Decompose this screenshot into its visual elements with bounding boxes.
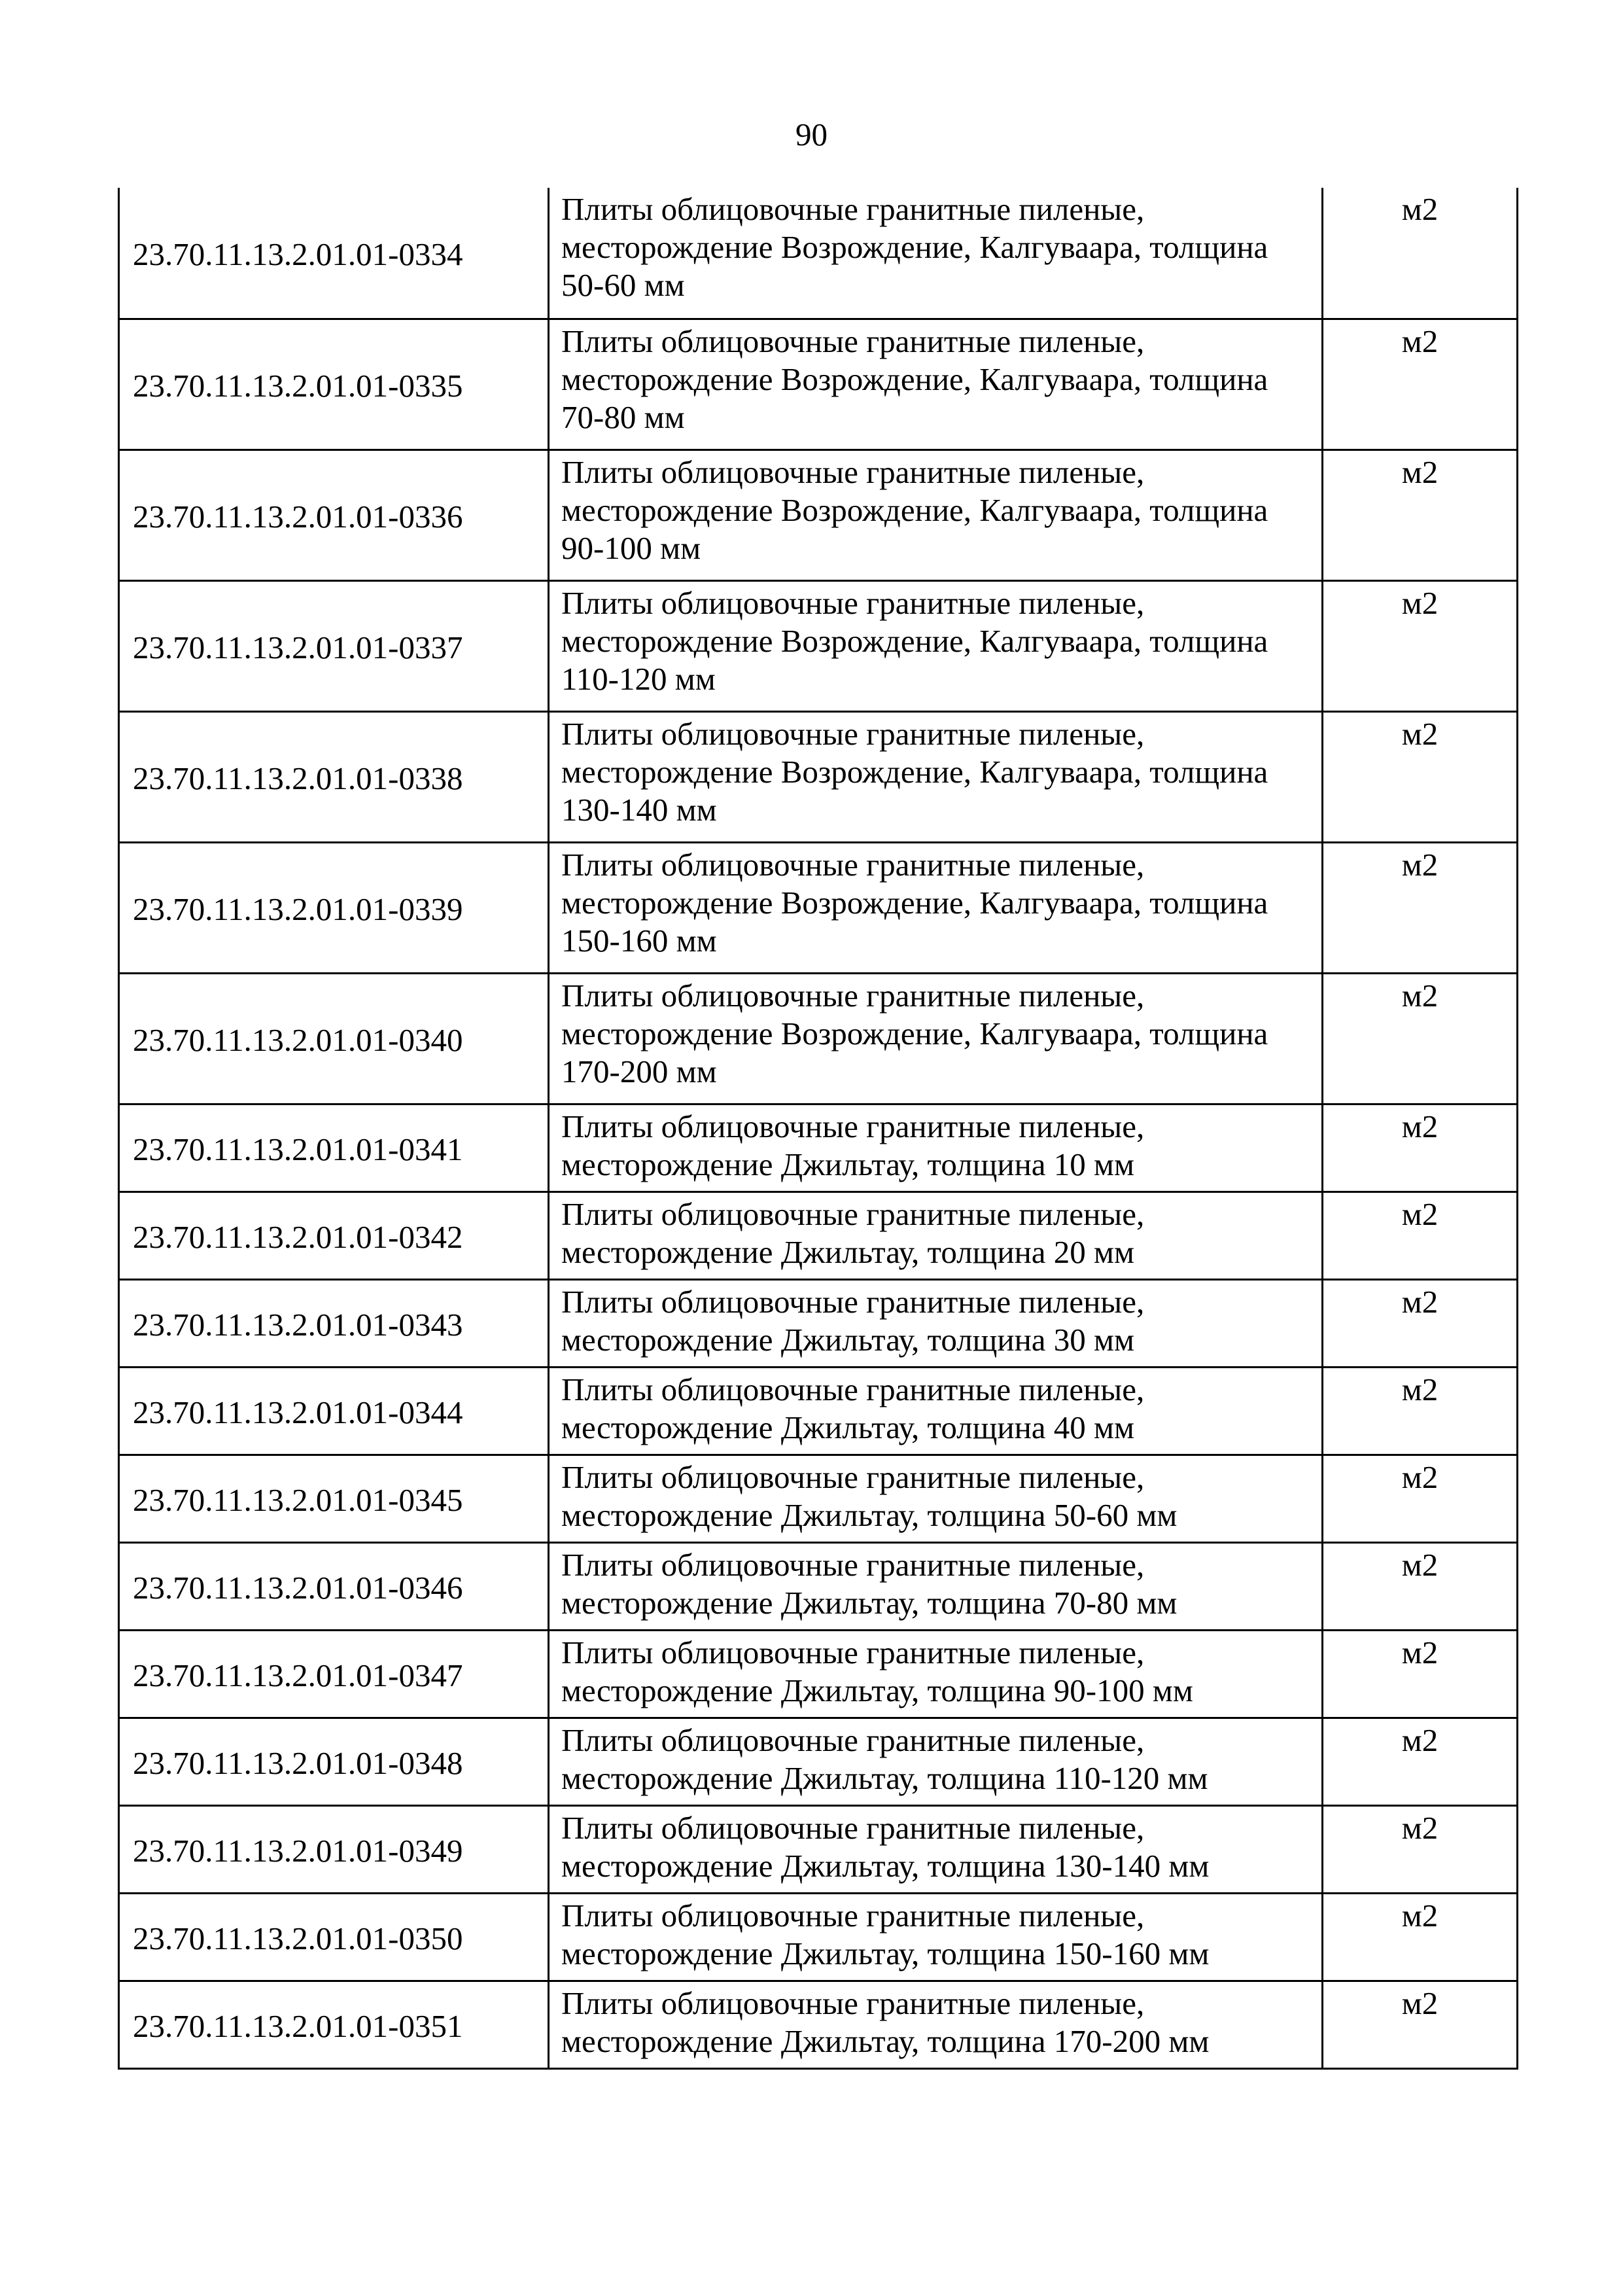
resource-description: Плиты облицовочные гранитные пиленые, месторождение Возрождение, Калгуваара, толщина 70-80 мм <box>549 319 1323 450</box>
resource-code: 23.70.11.13.2.01.01-0347 <box>119 1630 549 1718</box>
resource-description: Плиты облицовочные гранитные пиленые, месторождение Джильтау, толщина 50-60 мм <box>549 1455 1323 1542</box>
resource-description: Плиты облицовочные гранитные пиленые, месторождение Джильтау, толщина 90-100 мм <box>549 1630 1323 1718</box>
resource-description: Плиты облицовочные гранитные пиленые, месторождение Возрождение, Калгуваара, толщина 90-100 мм <box>549 450 1323 580</box>
resource-code: 23.70.11.13.2.01.01-0340 <box>119 973 549 1104</box>
resource-description: Плиты облицовочные гранитные пиленые, месторождение Джильтау, толщина 170-200 мм <box>549 1981 1323 2068</box>
resource-description: Плиты облицовочные гранитные пиленые, месторождение Возрождение, Калгуваара, толщина 150-160 мм <box>549 842 1323 973</box>
resource-table <box>118 188 1518 2070</box>
resource-code: 23.70.11.13.2.01.01-0351 <box>119 1981 549 2068</box>
resource-code: 23.70.11.13.2.01.01-0339 <box>119 842 549 973</box>
table-row <box>119 1367 1518 1455</box>
table-row <box>119 711 1518 842</box>
table-row <box>119 1893 1518 1981</box>
table-row <box>119 973 1518 1104</box>
resource-code: 23.70.11.13.2.01.01-0334 <box>119 188 549 319</box>
unit-of-measure: м2 <box>1323 1367 1518 1455</box>
table-row <box>119 188 1518 319</box>
table-row <box>119 1981 1518 2068</box>
resource-code: 23.70.11.13.2.01.01-0348 <box>119 1718 549 1805</box>
unit-of-measure: м2 <box>1323 973 1518 1104</box>
table-row <box>119 842 1518 973</box>
resource-code: 23.70.11.13.2.01.01-0343 <box>119 1279 549 1367</box>
table-row <box>119 1805 1518 1893</box>
resource-description: Плиты облицовочные гранитные пиленые, месторождение Джильтау, толщина 40 мм <box>549 1367 1323 1455</box>
resource-description: Плиты облицовочные гранитные пиленые, месторождение Джильтау, толщина 130-140 мм <box>549 1805 1323 1893</box>
unit-of-measure: м2 <box>1323 711 1518 842</box>
resource-code: 23.70.11.13.2.01.01-0346 <box>119 1542 549 1630</box>
table-row <box>119 1104 1518 1192</box>
resource-description: Плиты облицовочные гранитные пиленые, месторождение Возрождение, Калгуваара, толщина 50-60 мм <box>549 188 1323 319</box>
resource-code: 23.70.11.13.2.01.01-0350 <box>119 1893 549 1981</box>
table-row <box>119 1630 1518 1718</box>
unit-of-measure: м2 <box>1323 1630 1518 1718</box>
unit-of-measure: м2 <box>1323 1542 1518 1630</box>
unit-of-measure: м2 <box>1323 842 1518 973</box>
unit-of-measure: м2 <box>1323 319 1518 450</box>
resource-description: Плиты облицовочные гранитные пиленые, месторождение Джильтау, толщина 70-80 мм <box>549 1542 1323 1630</box>
resource-code: 23.70.11.13.2.01.01-0338 <box>119 711 549 842</box>
resource-description: Плиты облицовочные гранитные пиленые, месторождение Джильтау, толщина 10 мм <box>549 1104 1323 1192</box>
resource-description: Плиты облицовочные гранитные пиленые, месторождение Джильтау, толщина 150-160 мм <box>549 1893 1323 1981</box>
unit-of-measure: м2 <box>1323 188 1518 319</box>
resource-code: 23.70.11.13.2.01.01-0345 <box>119 1455 549 1542</box>
unit-of-measure: м2 <box>1323 450 1518 580</box>
table-row <box>119 450 1518 580</box>
table-row <box>119 1279 1518 1367</box>
resource-code: 23.70.11.13.2.01.01-0349 <box>119 1805 549 1893</box>
resource-description: Плиты облицовочные гранитные пиленые, месторождение Возрождение, Калгуваара, толщина 130-140 мм <box>549 711 1323 842</box>
resource-description: Плиты облицовочные гранитные пиленые, месторождение Джильтау, толщина 20 мм <box>549 1192 1323 1279</box>
table-row <box>119 1192 1518 1279</box>
unit-of-measure: м2 <box>1323 1718 1518 1805</box>
unit-of-measure: м2 <box>1323 1981 1518 2068</box>
resource-code: 23.70.11.13.2.01.01-0336 <box>119 450 549 580</box>
resource-description: Плиты облицовочные гранитные пиленые, месторождение Джильтау, толщина 30 мм <box>549 1279 1323 1367</box>
resource-code: 23.70.11.13.2.01.01-0342 <box>119 1192 549 1279</box>
unit-of-measure: м2 <box>1323 580 1518 711</box>
unit-of-measure: м2 <box>1323 1104 1518 1192</box>
unit-of-measure: м2 <box>1323 1455 1518 1542</box>
table-row <box>119 1455 1518 1542</box>
table-row <box>119 319 1518 450</box>
unit-of-measure: м2 <box>1323 1805 1518 1893</box>
page-number: 90 <box>795 116 828 152</box>
resource-description: Плиты облицовочные гранитные пиленые, месторождение Возрождение, Калгуваара, толщина 110-120 мм <box>549 580 1323 711</box>
resource-description: Плиты облицовочные гранитные пиленые, месторождение Джильтау, толщина 110-120 мм <box>549 1718 1323 1805</box>
unit-of-measure: м2 <box>1323 1279 1518 1367</box>
table-row <box>119 1542 1518 1630</box>
resource-description: Плиты облицовочные гранитные пиленые, месторождение Возрождение, Калгуваара, толщина 170-200 мм <box>549 973 1323 1104</box>
table-row <box>119 580 1518 711</box>
table-row <box>119 1718 1518 1805</box>
unit-of-measure: м2 <box>1323 1192 1518 1279</box>
resource-code: 23.70.11.13.2.01.01-0337 <box>119 580 549 711</box>
unit-of-measure: м2 <box>1323 1893 1518 1981</box>
resource-code: 23.70.11.13.2.01.01-0335 <box>119 319 549 450</box>
resource-code: 23.70.11.13.2.01.01-0344 <box>119 1367 549 1455</box>
resource-code: 23.70.11.13.2.01.01-0341 <box>119 1104 549 1192</box>
